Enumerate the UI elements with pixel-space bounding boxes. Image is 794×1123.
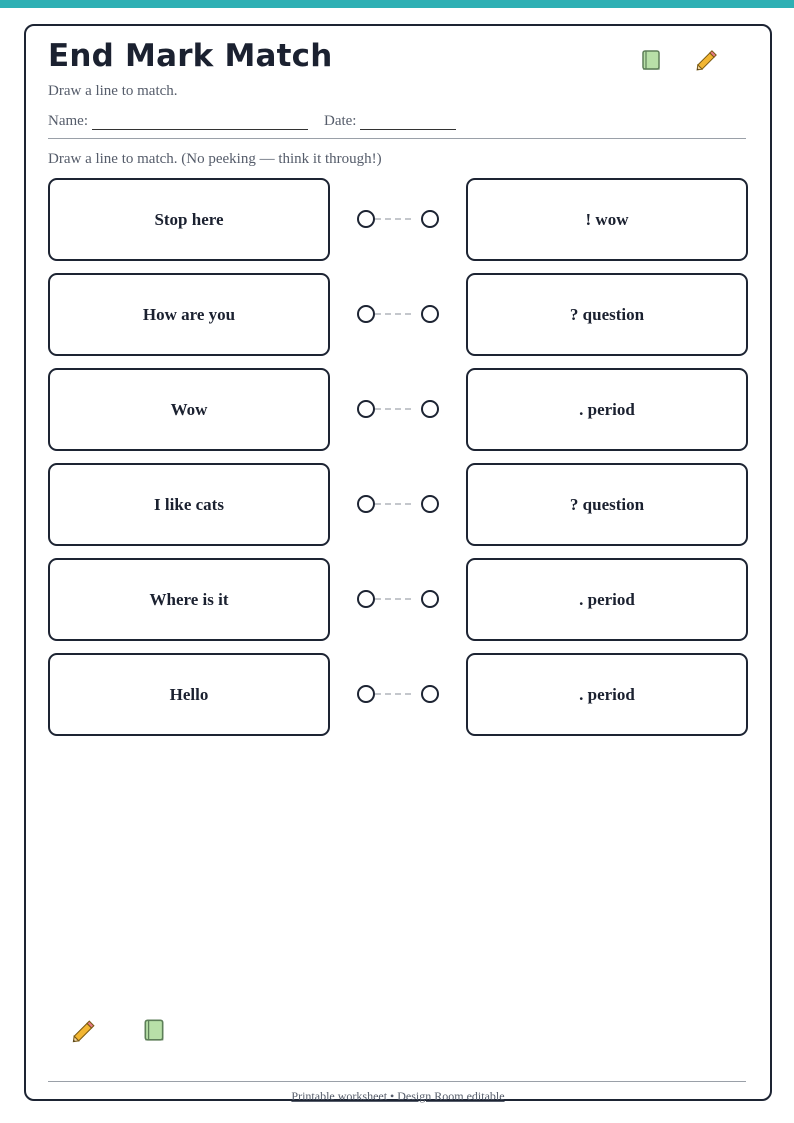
right-card[interactable]: ! wow xyxy=(466,178,748,261)
right-match-dot[interactable] xyxy=(421,685,439,703)
left-match-dot[interactable] xyxy=(357,590,375,608)
worksheet-title: End Mark Match xyxy=(48,38,333,74)
dashed-guide xyxy=(375,313,411,315)
left-match-dot[interactable] xyxy=(357,305,375,323)
pencil-icon xyxy=(64,1011,104,1051)
left-card[interactable]: Stop here xyxy=(48,178,330,261)
worksheet-subtitle: Draw a line to match. xyxy=(48,83,178,99)
left-match-dot[interactable] xyxy=(357,495,375,513)
worksheet-page xyxy=(24,24,772,1101)
left-card[interactable]: I like cats xyxy=(48,463,330,546)
dashed-guide xyxy=(375,218,411,220)
book-icon xyxy=(631,40,671,80)
left-match-dot[interactable] xyxy=(357,685,375,703)
right-match-dot[interactable] xyxy=(421,400,439,418)
dashed-guide xyxy=(375,503,411,505)
dashed-guide xyxy=(375,598,411,600)
right-match-dot[interactable] xyxy=(421,495,439,513)
date-field[interactable] xyxy=(360,116,456,130)
right-card[interactable]: . period xyxy=(466,558,748,641)
match-connector xyxy=(357,588,441,610)
match-connector xyxy=(357,303,441,325)
dashed-guide xyxy=(375,408,411,410)
right-card[interactable]: ? question xyxy=(466,273,748,356)
header-divider xyxy=(48,138,746,139)
pencil-icon xyxy=(687,40,727,80)
footer-text[interactable]: Printable worksheet • Design Room editable xyxy=(291,1089,505,1103)
right-match-dot[interactable] xyxy=(421,210,439,228)
match-connector xyxy=(357,683,441,705)
left-card[interactable]: Hello xyxy=(48,653,330,736)
instructions-text: Draw a line to match. (No peeking — think it through!) xyxy=(48,151,382,167)
right-card[interactable]: . period xyxy=(466,368,748,451)
match-connector xyxy=(357,208,441,230)
left-match-dot[interactable] xyxy=(357,400,375,418)
left-card[interactable]: Wow xyxy=(48,368,330,451)
date-label: Date: xyxy=(323,113,357,129)
footer-divider xyxy=(48,1081,746,1082)
right-card[interactable]: ? question xyxy=(466,463,748,546)
right-match-dot[interactable] xyxy=(421,590,439,608)
left-card[interactable]: How are you xyxy=(48,273,330,356)
match-connector xyxy=(357,493,441,515)
book-icon xyxy=(134,1010,174,1050)
dashed-guide xyxy=(375,693,411,695)
right-match-dot[interactable] xyxy=(421,305,439,323)
name-date-row xyxy=(48,113,456,130)
left-match-dot[interactable] xyxy=(357,210,375,228)
name-field[interactable] xyxy=(92,116,308,130)
right-card[interactable]: . period xyxy=(466,653,748,736)
match-connector xyxy=(357,398,441,420)
accent-top-bar xyxy=(0,0,794,8)
name-label: Name: xyxy=(48,113,88,129)
left-card[interactable]: Where is it xyxy=(48,558,330,641)
